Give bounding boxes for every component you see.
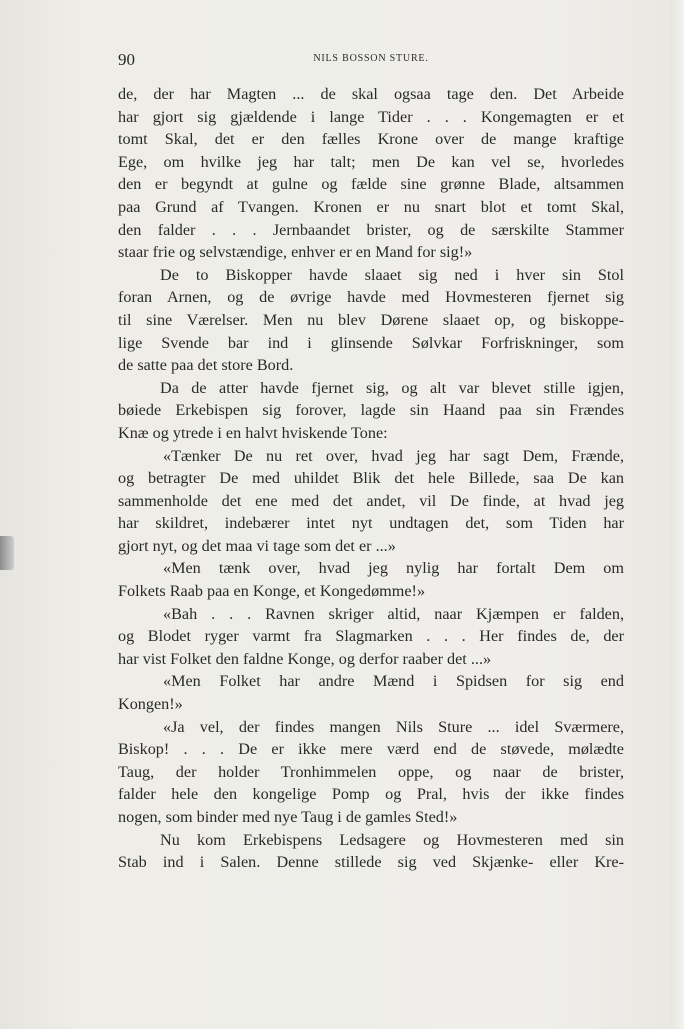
text-line: den falder . . . Jernbaandet brister, og de særskilte Stammer: [118, 220, 624, 239]
paragraph-first-line: «Ja vel, der findes mangen Nils Sture ... idel Sværmere,: [163, 717, 624, 736]
text-line: de satte paa det store Bord.: [118, 356, 294, 375]
text-line: har gjort sig gjældende i lange Tider . . . Kongemagten er et: [118, 107, 624, 126]
text-line: nogen, som binder med nye Taug i de gamles Sted!»: [118, 808, 458, 826]
text-line: falder hele den kongelige Pomp og Pral, hvis der ikke findes: [118, 785, 624, 804]
text-line: foran Arnen, og de øvrige havde med Hovmesteren fjernet sig: [118, 288, 624, 307]
text-line: har skildret, indebærer intet nyt undtagen det, som Tiden har: [118, 514, 624, 533]
paragraph-first-line: «Bah . . . Ravnen skriger altid, naar Kjæmpen er falden,: [163, 604, 624, 623]
text-line: tomt Skal, det er den fælles Krone over de mange kraftige: [118, 130, 624, 149]
text-line: de, der har Magten ... de skal ogsaa tage den. Det Arbeide: [118, 85, 624, 103]
text-line: Kongen!»: [118, 695, 183, 714]
page-edge: [670, 0, 684, 1029]
text-line: den er begyndt at gulne og fælde sine grønne Blade, altsammen: [118, 175, 624, 194]
text-line: har vist Folket den faldne Konge, og derfor raaber det ...»: [118, 649, 492, 668]
paragraph-first-line: De to Biskopper havde slaaet sig ned i hver sin Stol: [160, 265, 624, 284]
text-line: og betragter De med uhildet Blik det hele Billede, saa De kan: [118, 469, 624, 488]
text-line: gjort nyt, og det maa vi tage som det er ...»: [118, 536, 396, 555]
text-line: sammenholde det ene med det andet, vil De finde, at hvad jeg: [118, 491, 624, 510]
paragraph-first-line: «Men tænk over, hvad jeg nylig har fortalt Dem om: [163, 559, 624, 578]
paragraph-first-line: Da de atter havde fjernet sig, og alt var blevet stille igjen,: [160, 378, 624, 397]
text-line: Ege, om hvilke jeg har talt; men De kan vel se, hvorledes: [118, 152, 624, 171]
running-head: [118, 50, 624, 70]
text-line: Taug, der holder Tronhimmelen oppe, og naar de brister,: [118, 762, 624, 781]
page-number: 90: [118, 50, 135, 69]
text-line: og Blodet ryger varmt fra Slagmarken . . . Her findes de, der: [118, 627, 624, 646]
text-line: Stab ind i Salen. Denne stillede sig ved Skjænke- eller Kre-: [118, 853, 624, 872]
text-line: Folkets Raab paa en Konge, et Kongedømme!»: [118, 582, 426, 601]
text-line: bøiede Erkebispen sig forover, lagde sin Haand paa sin Frændes: [118, 401, 624, 420]
body-text: [118, 83, 624, 874]
paragraph-first-line: «Men Folket har andre Mænd i Spidsen for sig end: [163, 672, 624, 691]
running-head-title: NILS BOSSON STURE.: [313, 53, 429, 64]
text-line: lige Svende bar ind i glinsende Sølvkar Forfriskninger, som: [118, 333, 624, 352]
text-line: Knæ og ytrede i en halvt hviskende Tone:: [118, 423, 388, 442]
text-line: staar frie og selvstændige, enhver er en Mand for sig!»: [118, 243, 473, 262]
text-line: paa Grund af Tvangen. Kronen er nu snart blot et tomt Skal,: [118, 197, 624, 216]
paragraph-first-line: Nu kom Erkebispens Ledsagere og Hovmesteren med sin: [160, 830, 624, 849]
paragraph-first-line: «Tænker De nu ret over, hvad jeg har sagt Dem, Frænde,: [163, 446, 624, 465]
text-line: til sine Værelser. Men nu blev Dørene slaaet op, og biskoppe-: [118, 310, 624, 329]
binding-tab: [0, 536, 14, 570]
text-line: Biskop! . . . De er ikke mere værd end de støvede, mølædte: [118, 740, 624, 759]
